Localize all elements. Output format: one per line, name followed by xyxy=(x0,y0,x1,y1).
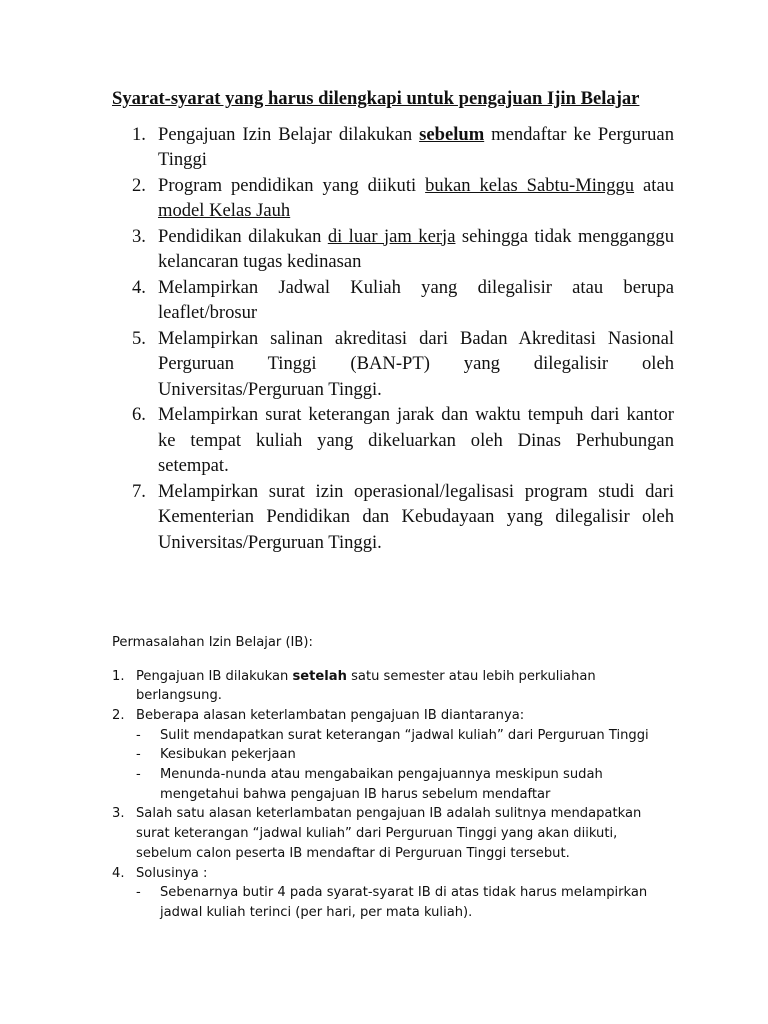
item-text: Pengajuan Izin Belajar dilakukan xyxy=(158,123,420,145)
problem-item xyxy=(112,864,652,923)
sub-list xyxy=(136,883,652,922)
problems-heading: Permasalahan Izin Belajar (IB): xyxy=(112,635,313,650)
item-number: 1. xyxy=(112,668,125,684)
item-number: 4. xyxy=(132,276,146,298)
item-text: sehingga tidak mengganggu kelancaran tugas kedinasan xyxy=(158,225,674,272)
sub-item-text: Sebenarnya butir 4 pada syarat-syarat IB di atas tidak harus melampirkan jadwal kuliah terinci (per hari, per mata kuliah). xyxy=(160,885,648,920)
dash-bullet: - xyxy=(136,747,141,763)
sub-item-text: Menunda-nunda atau mengabaikan pengajuannya meskipun sudah mengetahui bahwa pengajuan IB harus sebelum mendaftar xyxy=(160,767,603,802)
item-number: 5. xyxy=(132,327,146,349)
item-number: 6. xyxy=(132,404,146,425)
requirement-item xyxy=(112,122,674,173)
item-text: mendaftar ke Perguruan Tinggi xyxy=(158,123,674,170)
sub-list xyxy=(136,726,652,805)
requirement-item xyxy=(112,479,674,556)
item-text: atau xyxy=(634,174,675,196)
sub-item xyxy=(136,765,652,804)
dash-bullet: - xyxy=(136,767,141,783)
item-text: Melampirkan surat izin operasional/legalisasi program studi dari Kementerian Pendidikan dan Kebudayaan yang dilegalisir oleh Universitas/Perguruan Tinggi. xyxy=(158,480,674,553)
item-text: Solusinya : xyxy=(136,865,208,881)
item-number: 7. xyxy=(132,480,146,502)
requirement-item xyxy=(112,275,674,326)
sub-item xyxy=(136,726,652,746)
item-number: 2. xyxy=(132,174,146,196)
item-text: Beberapa alasan keterlambatan pengajuan IB diantaranya: xyxy=(136,707,525,723)
underlined-text: bukan kelas Sabtu-Minggu xyxy=(425,174,635,196)
problem-item xyxy=(112,667,652,706)
requirements-heading: Syarat-syarat yang harus dilengkapi untuk pengajuan Ijin Belajar xyxy=(112,88,640,109)
sub-item xyxy=(136,883,652,922)
requirement-item xyxy=(112,173,674,224)
item-text: Melampirkan surat keterangan jarak dan waktu tempuh dari kantor ke tempat kuliah yang dikeluarkan oleh Dinas Perhubungan setempat. xyxy=(158,404,674,476)
item-number: 1. xyxy=(132,123,146,145)
item-text: Pendidikan dilakukan xyxy=(158,225,328,247)
item-text: Salah satu alasan keterlambatan pengajuan IB adalah sulitnya mendapatkan surat keterangan “jadwal kuliah” dari Perguruan Tinggi yang akan diikuti, sebelum calon peserta IB mendaftar di Perguruan Tinggi tersebut. xyxy=(136,806,642,861)
item-number: 3. xyxy=(132,225,146,247)
sub-item-text: Kesibukan pekerjaan xyxy=(160,747,296,763)
dash-bullet: - xyxy=(136,885,141,901)
problem-item xyxy=(112,706,652,805)
item-number: 2. xyxy=(112,707,125,723)
item-text: satu semester atau lebih perkuliahan berlangsung. xyxy=(136,668,596,704)
requirements-section xyxy=(112,86,674,555)
emphasis-text: sebelum xyxy=(419,123,485,145)
bold-text: setelah xyxy=(292,668,347,684)
requirement-item xyxy=(112,224,674,275)
item-number: 3. xyxy=(112,806,125,822)
problem-item xyxy=(112,804,652,863)
problems-section xyxy=(112,633,652,923)
underlined-text: di luar jam kerja xyxy=(327,225,456,247)
problems-list xyxy=(112,667,652,923)
sub-item-text: Sulit mendapatkan surat keterangan “jadwal kuliah” dari Perguruan Tinggi xyxy=(160,727,649,743)
item-text: Program pendidikan yang diikuti xyxy=(158,174,426,196)
underlined-text: model Kelas Jauh xyxy=(158,200,291,221)
requirement-item xyxy=(112,402,674,479)
item-number: 4. xyxy=(112,865,125,881)
sub-item xyxy=(136,745,652,765)
item-text: Pengajuan IB dilakukan xyxy=(136,668,293,684)
item-text: Melampirkan salinan akreditasi dari Badan Akreditasi Nasional Perguruan Tinggi (BAN-PT) yang dilegalisir oleh Universitas/Perguruan Tinggi. xyxy=(158,327,674,400)
item-text: Melampirkan Jadwal Kuliah yang dilegalisir atau berupa leaflet/brosur xyxy=(158,276,674,323)
requirement-item xyxy=(112,326,674,403)
requirements-list xyxy=(112,122,674,556)
dash-bullet: - xyxy=(136,727,141,743)
